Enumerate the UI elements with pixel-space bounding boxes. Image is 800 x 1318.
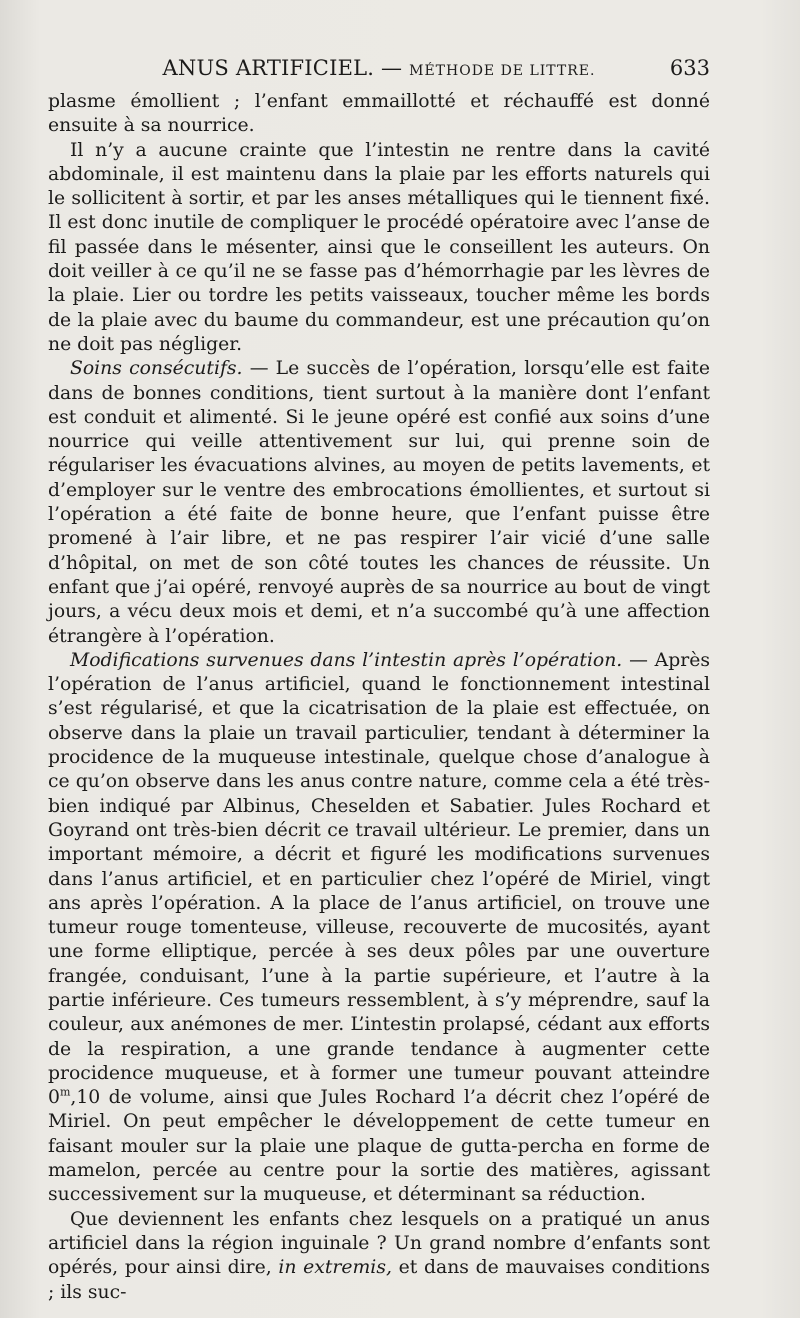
paragraph-5 bbox=[48, 1208, 710, 1305]
paragraph-3 bbox=[48, 357, 710, 649]
unit-superscript: m bbox=[59, 1085, 71, 1099]
paragraph-4 bbox=[48, 649, 710, 1208]
running-header bbox=[48, 54, 710, 82]
running-title bbox=[48, 54, 710, 85]
header-subtitle: MÉTHODE DE LITTRE. bbox=[409, 63, 596, 79]
paragraph-4-text-a: — Après l’opération de l’anus artificiel, quand le fonctionnement intestinal s’est régularisé, et que la cicatrisation de la plaie est effectuée, on observe dans la plaie un travail particulier, tendant à déterminer la procidence de la muqueuse intestinale, quelque chose d’analogue à ce qu’on observe dans les anus contre nature, comme cela a été très-bien indiqué par Albinus, Cheselden et Sabatier. Jules Rochard et Goyrand ont très-bien décrit ce travail ultérieur. Le premier, dans un important mémoire, a décrit et figuré les modifications survenues dans l’anus artificiel, et en particulier chez l’opéré de Miriel, vingt ans après l’opération. A la place de l’anus artificiel, on trouve une tumeur rouge tomenteuse, villeuse, recouverte de mucosités, ayant une forme elliptique, percée à ses deux pôles par une ouverture frangée, conduisant, l’une à la partie supérieure, et l’autre à la partie inférieure. Ces tumeurs ressemblent, à s’y méprendre, sauf la couleur, aux anémones de mer. L’intestin prolapsé, cédant aux efforts de la respiration, a une grande tendance à augmenter cette procidence muqueuse, et à former une tumeur pouvant atteindre 0 bbox=[48, 649, 710, 1109]
paragraph-3-text: — Le succès de l’opération, lorsqu’elle est faite dans de bonnes conditions, tient surtout à la manière dont l’enfant est conduit et alimenté. Si le jeune opéré est confié aux soins d’une nourrice qui veille attentivement sur lui, qui prenne soin de régulariser les évacuations alvines, au moyen de petits lavements, et d’employer sur le ventre des embrocations émollientes, et surtout si l’opération a été faite de bonne heure, que l’enfant puisse être promené à l’air libre, et ne pas respirer l’air vicié d’une salle d’hôpital, on met de son côté toutes les chances de réussite. Un enfant que j’ai opéré, renvoyé auprès de sa nourrice au bout de vingt jours, a vécu deux mois et demi, et n’a succombé qu’à une affection étrangère à l’opération. bbox=[48, 358, 710, 647]
paragraph-5-text-b: et dans de mauvaises conditions ; ils suc- bbox=[48, 1257, 711, 1303]
header-title: ANUS ARTIFICIEL. bbox=[162, 56, 375, 80]
body-text bbox=[48, 90, 710, 1305]
paragraph-5-text-a: Que deviennent les enfants chez lesquels on a pratiqué un anus artificiel dans la région inguinale ? Un grand nombre d’enfants sont opérés, pour ainsi dire, bbox=[48, 1208, 710, 1279]
header-dash: — bbox=[381, 56, 403, 80]
latin-phrase: in extremis, bbox=[278, 1257, 392, 1279]
paragraph-4-text-b: ,10 de volume, ainsi que Jules Rochard l’a décrit chez l’opéré de Miriel. On peut empêcher le développement de cette tumeur en faisant mouler sur la plaie une plaque de gutta-percha en forme de mamelon, percée au centre pour la sortie des matières, agissant successivement sur la muqueuse, et déterminant sa réduction. bbox=[48, 1087, 710, 1206]
paragraph-2: Il n’y a aucune crainte que l’intestin ne rentre dans la cavité abdominale, il est maintenu dans la plaie par les efforts naturels qui le sollicitent à sortir, et par les anses métalliques qui le tiennent fixé. Il est donc inutile de compliquer le procédé opératoire avec l’anse de fil passée dans le mésenter, ainsi que le conseillent les auteurs. On doit veiller à ce qu’il ne se fasse pas d’hémorrhagie par les lèvres de la plaie. Lier ou tordre les petits vaisseaux, toucher même les bords de la plaie avec du baume du commandeur, est une précaution qu’on ne doit pas négliger. bbox=[48, 139, 710, 355]
section-heading-soins: Soins consécutifs. bbox=[70, 358, 243, 380]
paragraph-1: plasme émollient ; l’enfant emmaillotté et réchauffé est donné ensuite à sa nourrice. bbox=[48, 91, 710, 137]
section-heading-modifications: Modifications survenues dans l’intestin après l’opération. bbox=[70, 649, 623, 671]
page-number: 633 bbox=[669, 56, 710, 80]
